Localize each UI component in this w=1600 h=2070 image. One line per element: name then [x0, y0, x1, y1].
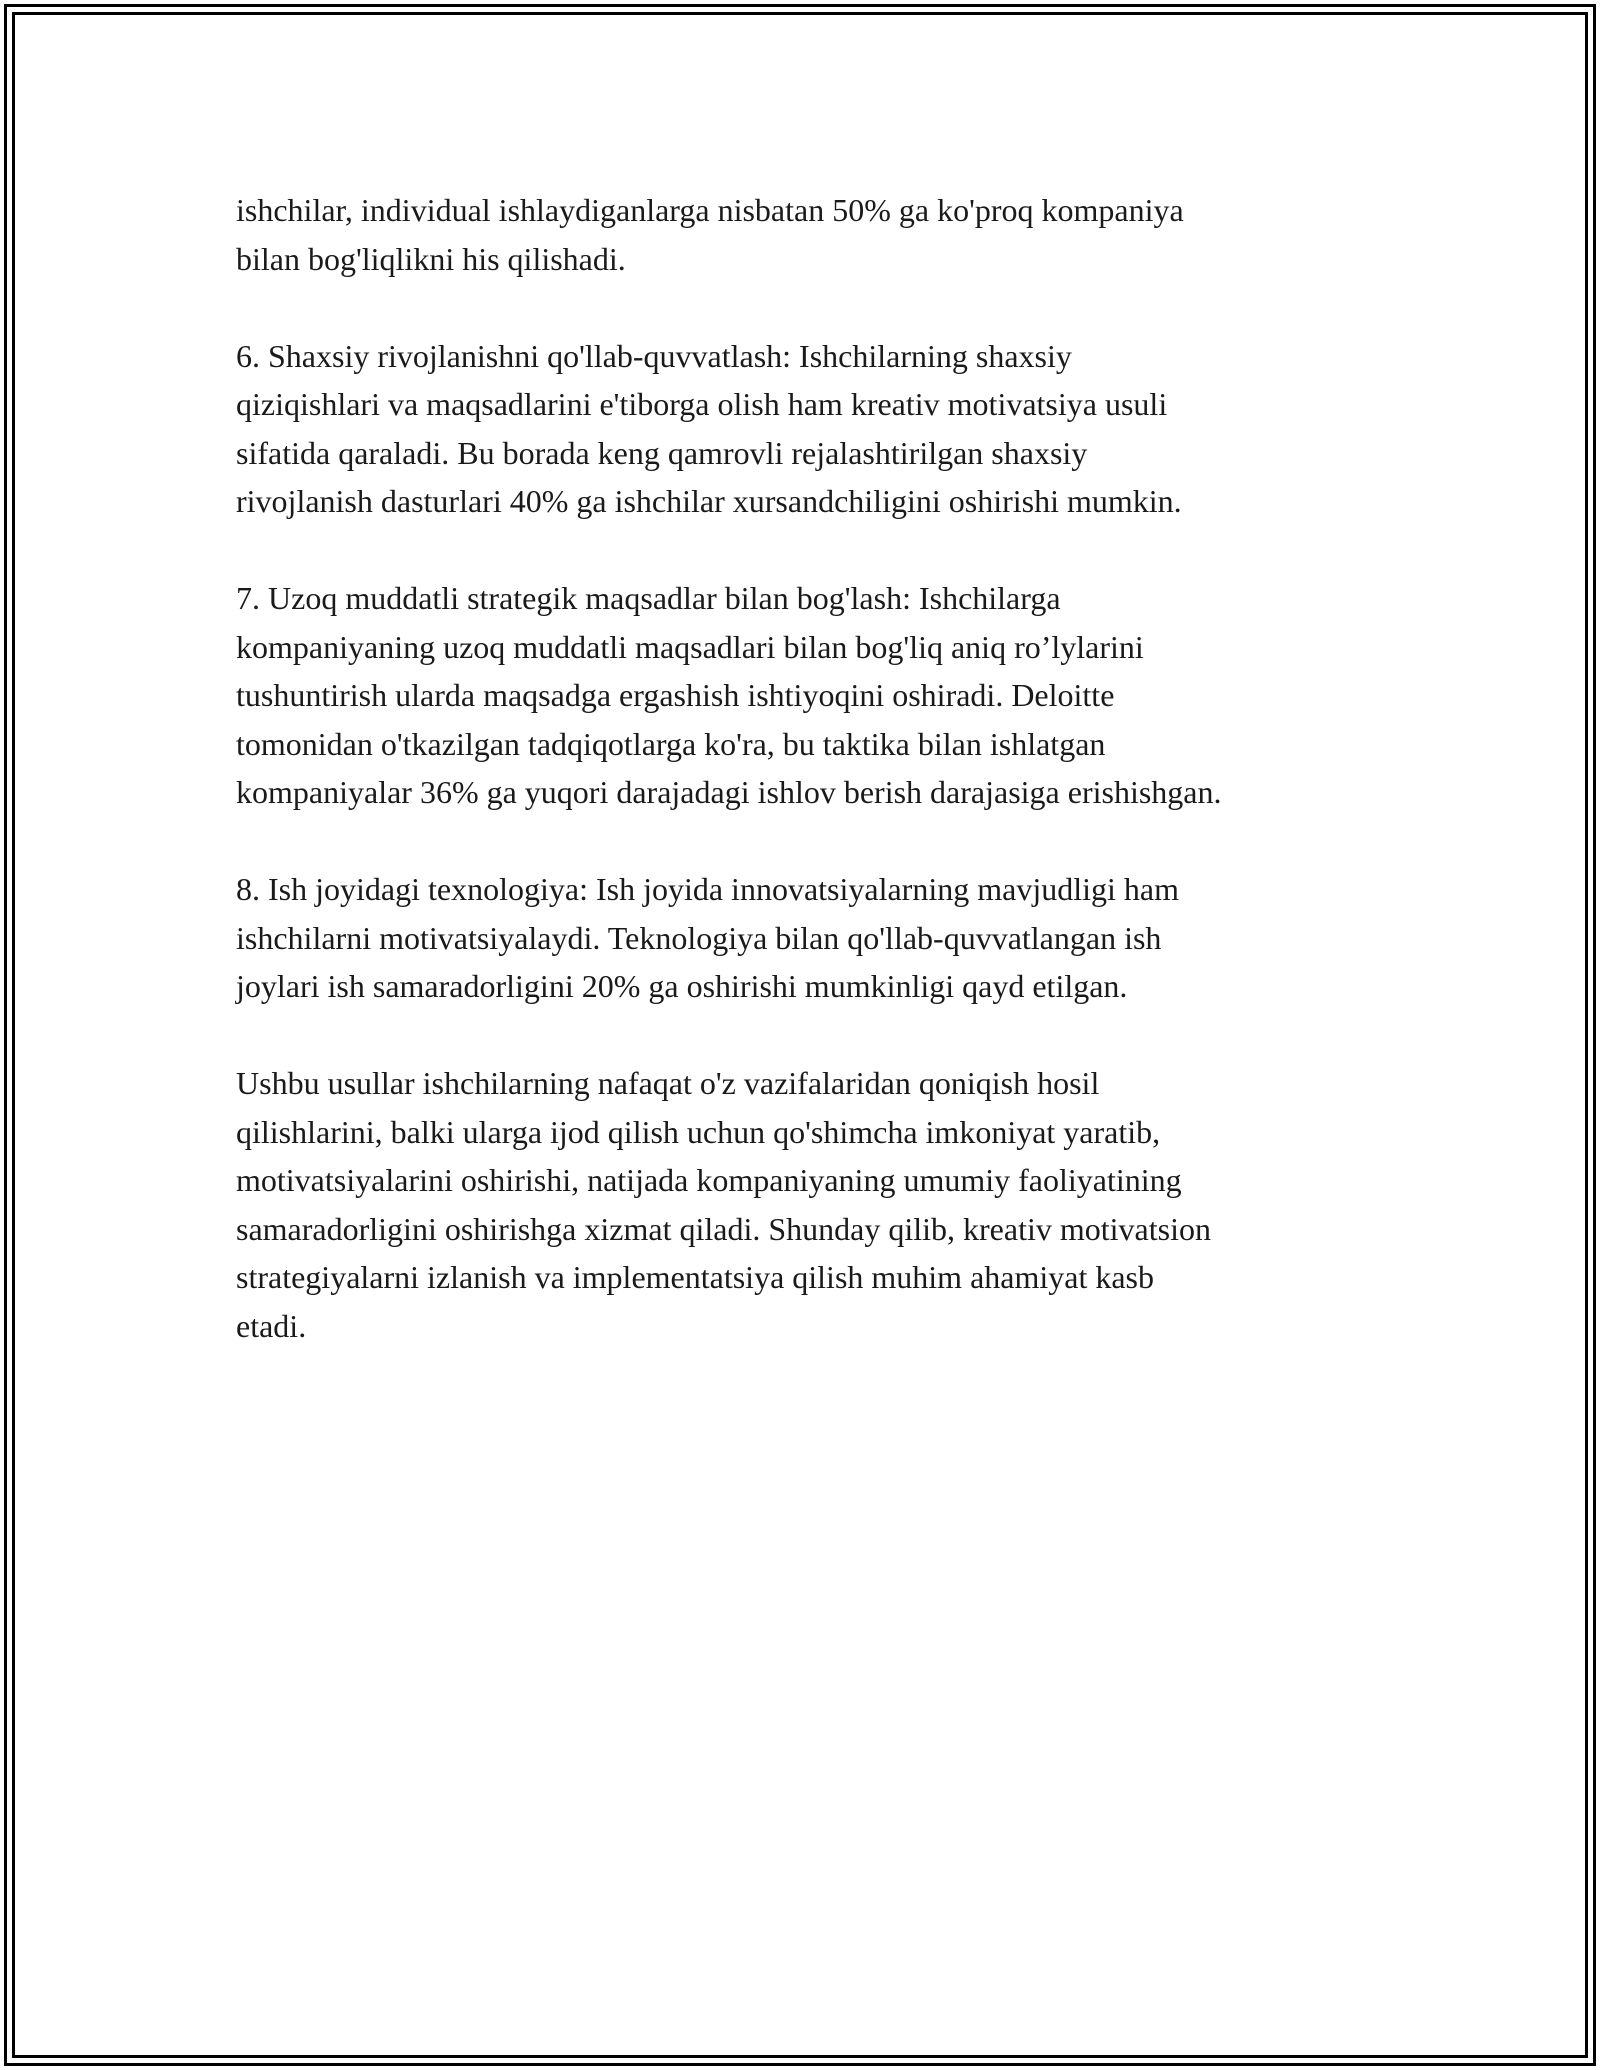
paragraph-item-6: [236, 332, 1416, 526]
text-line: sifatida qaraladi. Bu borada keng qamrovli rejalashtirilgan shaxsiy: [236, 434, 1088, 471]
document-body: [236, 186, 1416, 1399]
text-line: rivojlanish dasturlari 40% ga ishchilar xursandchiligini oshirishi mumkin.: [236, 483, 1182, 519]
text-line: strategiyalarni izlanish va implementatsiya qilish muhim ahamiyat kasb: [236, 1259, 1154, 1295]
text-line: tushuntirish ularda maqsadga ergashish ishtiyoqini oshiradi. Deloitte: [236, 677, 1115, 713]
text-line: Ushbu usullar ishchilarning nafaqat o'z vazifalaridan qoniqish hosil: [236, 1065, 1100, 1101]
text-line: bilan bog'liqlikni his qilishadi.: [236, 240, 626, 277]
text-line: 7. Uzoq muddatli strategik maqsadlar bilan bog'lash: Ishchilarga: [236, 580, 1061, 616]
text-line: kompaniyalar 36% ga yuqori darajadagi ishlov berish darajasiga erishishgan.: [236, 774, 1222, 810]
paragraph-continuation: [236, 186, 1416, 283]
paragraph-item-8: [236, 865, 1416, 1011]
text-line: qilishlarini, balki ularga ijod qilish uchun qo'shimcha imkoniyat yaratib,: [236, 1113, 1161, 1150]
text-line: ishchilar, individual ishlaydiganlarga nisbatan 50% ga ko'proq kompaniya: [236, 192, 1184, 228]
text-line: qiziqishlari va maqsadlarini e'tiborga olish ham kreativ motivatsiya usuli: [236, 386, 1168, 422]
text-line: joylari ish samaradorligini 20% ga oshirishi mumkinligi qayd etilgan.: [236, 968, 1128, 1004]
text-line: samaradorligini oshirishga xizmat qiladi. Shunday qilib, kreativ motivatsion: [236, 1210, 1211, 1247]
text-line: tomonidan o'tkazilgan tadqiqotlarga ko'ra, bu taktika bilan ishlatgan: [236, 725, 1106, 762]
text-line: 8. Ish joyidagi texnologiya: Ish joyida innovatsiyalarning mavjudligi ham: [236, 871, 1179, 907]
paragraph-item-7: [236, 574, 1416, 817]
text-line: 6. Shaxsiy rivojlanishni qo'llab-quvvatlash: Ishchilarning shaxsiy: [236, 337, 1072, 374]
text-line: kompaniyaning uzoq muddatli maqsadlari bilan bog'liq aniq ro’lylarini: [236, 628, 1144, 665]
text-line: etadi.: [236, 1307, 307, 1344]
text-line: ishchilarni motivatsiyalaydi. Teknologiya bilan qo'llab-quvvatlangan ish: [236, 919, 1162, 956]
text-line: motivatsiyalarini oshirishi, natijada kompaniyaning umumiy faoliyatining: [236, 1162, 1182, 1198]
paragraph-conclusion: [236, 1059, 1416, 1350]
